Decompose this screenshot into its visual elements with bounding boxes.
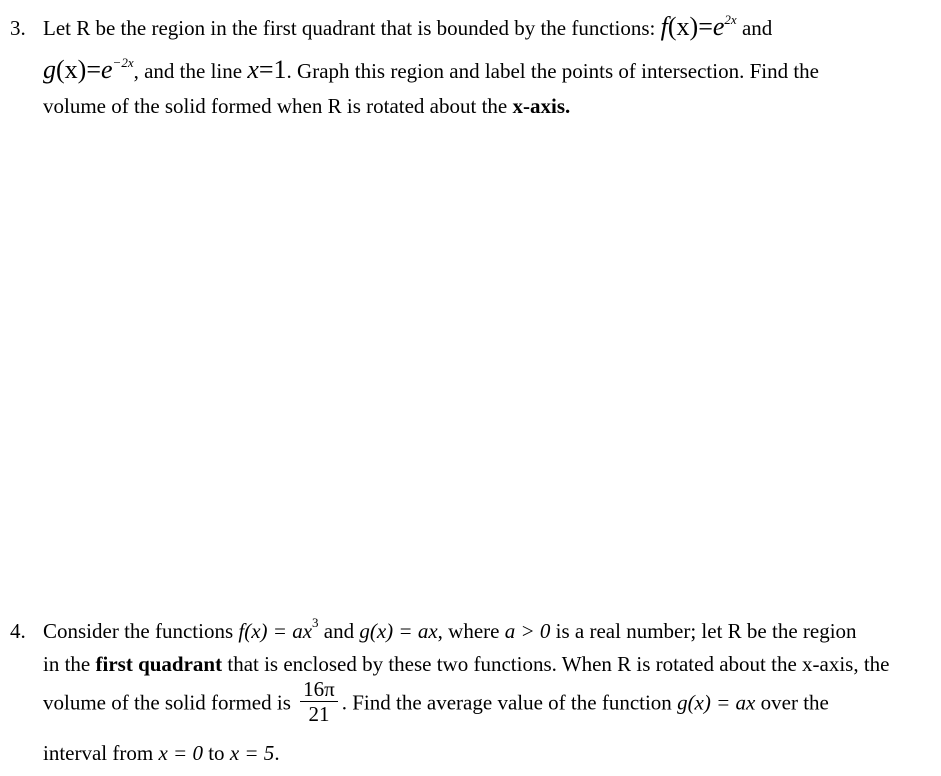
problem-4-line-3 [43, 677, 829, 728]
problem-4-line-1 [43, 615, 857, 644]
condition-a-positive: a > 0 [504, 619, 551, 643]
line-value: 1 [273, 55, 287, 84]
problem-3-line-2 [43, 55, 819, 85]
function-f-definition: f(x) = ax [238, 619, 313, 643]
equals-sign: = [258, 55, 274, 84]
x-axis-label: x-axis. [512, 94, 571, 118]
line-variable: x [247, 55, 259, 84]
problem-3-line-3-text: volume of the solid formed when R is rotated about the [43, 94, 508, 118]
problem-3-line-2-text-b: . Graph this region and label the points of intersection. Find the [286, 59, 820, 83]
problem-4-line-4 [43, 741, 280, 766]
function-g-exponent: −2x [112, 55, 134, 70]
problem-4-line-3-text-a: volume of the solid formed is [43, 690, 291, 715]
volume-fraction [300, 678, 338, 725]
problem-3-line-1-text: Let R be the region in the first quadrant that is bounded by the functions: [43, 16, 656, 40]
fraction-denominator: 21 [308, 702, 330, 726]
function-f-base: e [712, 12, 725, 41]
equals-sign: = [86, 55, 101, 84]
function-f-power: 3 [312, 615, 319, 630]
and-connector: and [741, 16, 773, 40]
problem-4-line-1-text-a: Consider the functions [43, 619, 234, 643]
problem-4-line-2-text-b: that is enclosed by these two functions. When R is rotated about the x-axis, the [227, 652, 890, 676]
problem-4-line-3-text-c: over the [760, 690, 829, 715]
function-f-name: f [660, 12, 668, 41]
problem-4-line-1-text-c: is a real number; let R be the region [555, 619, 857, 643]
first-quadrant-label: first quadrant [95, 652, 223, 676]
problem-3-line-2-text-a: , and the line [133, 59, 243, 83]
interval-start: x = 0 [158, 741, 203, 765]
problem-3-number: 3. [10, 16, 26, 40]
problem-3-line-1 [43, 12, 772, 42]
function-g-argument: (x) [56, 55, 87, 84]
equals-sign: = [698, 12, 713, 41]
and-connector: and [323, 619, 355, 643]
function-g-definition: g(x) = ax [359, 619, 438, 643]
problem-4-line-1-text-b: , where [437, 619, 500, 643]
problem-4-line-4-text-a: interval from [43, 741, 154, 765]
problem-4-number: 4. [10, 619, 26, 643]
problem-4-line-2 [43, 652, 890, 677]
fraction-numerator: 16π [300, 678, 338, 702]
problem-3-line-3 [43, 94, 570, 119]
interval-end: x = 5 [229, 741, 275, 765]
problem-4-line-2-text-a: in the [43, 652, 91, 676]
function-g-base: e [101, 55, 113, 84]
function-f-argument: (x) [667, 12, 699, 41]
interval-to: to [208, 741, 225, 765]
interval-end-punct: . [274, 741, 280, 765]
function-g-name: g [43, 55, 56, 84]
problem-4-line-3-text-b: . Find the average value of the function [341, 690, 672, 715]
function-f-exponent: 2x [724, 12, 737, 27]
function-g-repeat: g(x) = ax [677, 690, 756, 715]
